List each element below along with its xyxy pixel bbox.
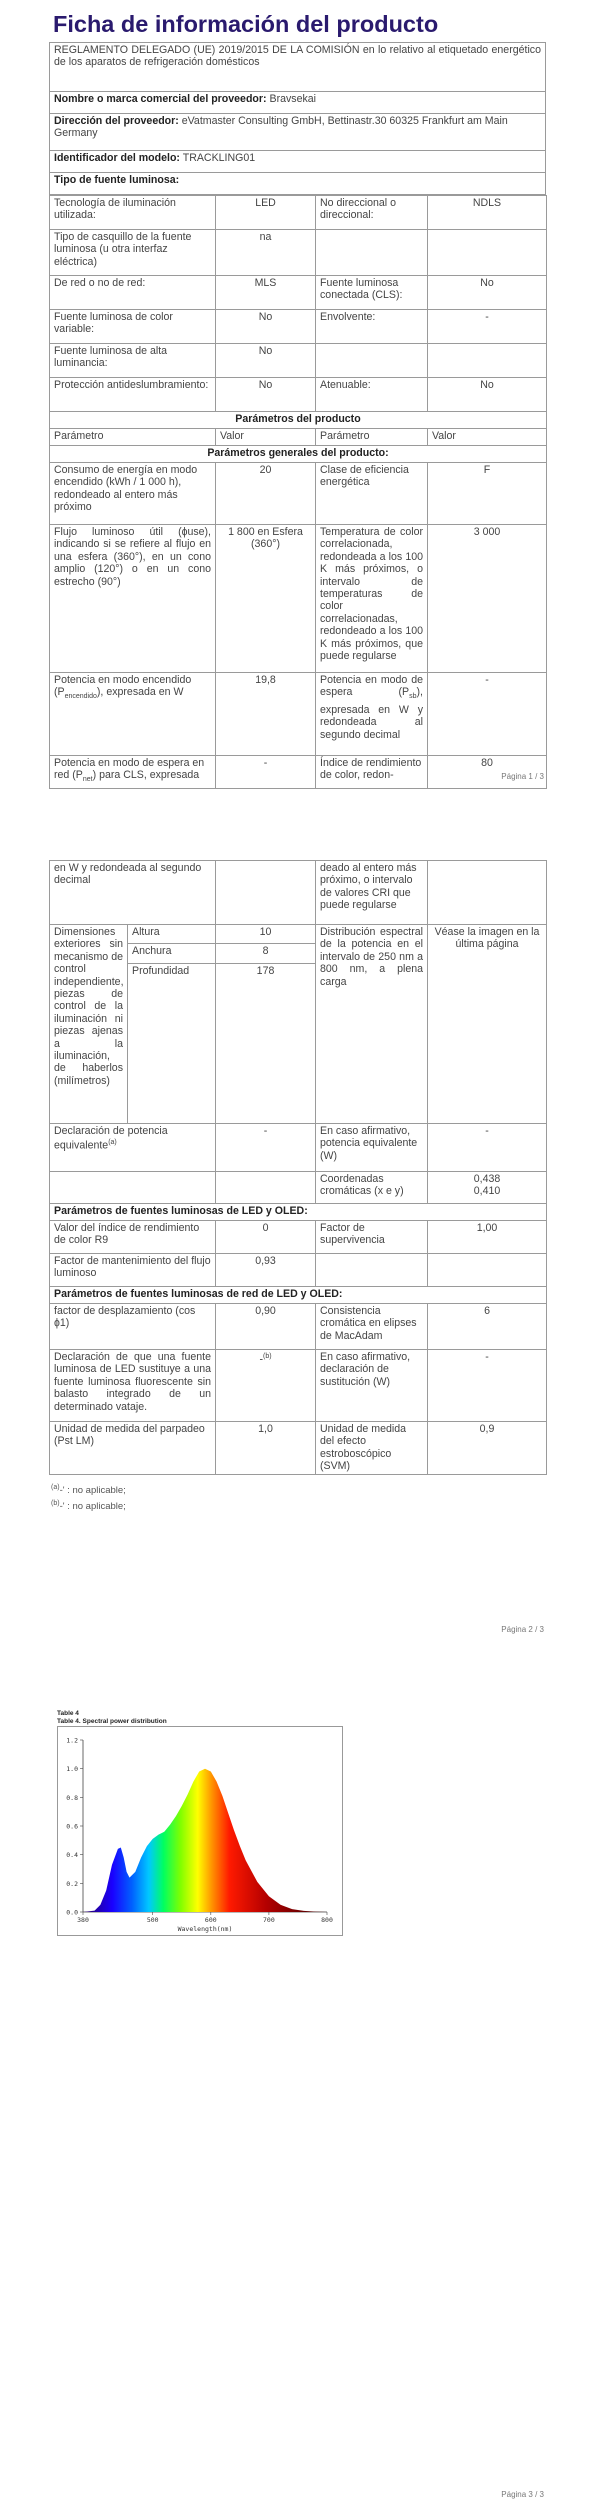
cell-label: Unidad de medida del efecto estroboscópico (SVM) xyxy=(316,1422,428,1475)
cell-value: No xyxy=(216,310,316,344)
cell-value: - xyxy=(428,1124,547,1172)
cell-value xyxy=(216,1350,316,1422)
spectral-chart xyxy=(57,1726,343,1936)
table-row xyxy=(50,1124,547,1172)
cell-label: En caso afirmativo, potencia equivalente (W) xyxy=(316,1124,428,1172)
cell-label: No direccional o direccional: xyxy=(316,196,428,230)
cell-label: Consumo de energía en modo encendido (kWh / 1 000 h), redondeado al entero más próximo xyxy=(50,463,216,525)
cell-value: 3 000 xyxy=(428,525,547,673)
regulation-text: REGLAMENTO DELEGADO (UE) 2019/2015 DE LA COMISIÓN en lo relativo al etiquetado energético de los aparatos de refrigeración domésticos xyxy=(50,43,546,92)
cell-value xyxy=(428,344,547,378)
cell-value: 80 xyxy=(428,756,547,789)
supplier-name-row xyxy=(50,92,546,114)
dimension-key: Anchura xyxy=(128,944,216,963)
y-tick-label: 1.2 xyxy=(66,1736,78,1745)
model-label: Identificador del modelo: xyxy=(54,152,180,164)
cell-value: - xyxy=(216,756,316,789)
chromatic-y: 0,410 xyxy=(473,1185,501,1198)
cell-label: Índice de rendimiento de color, redon- xyxy=(316,756,428,789)
text-fragment: - xyxy=(259,1353,263,1366)
cell-label: Factor de supervivencia xyxy=(316,1221,428,1254)
y-tick-label: 0.0 xyxy=(66,1908,78,1917)
cell-label xyxy=(50,673,216,756)
table-row xyxy=(50,463,547,525)
cell-label: Flujo luminoso útil (ɸuse), indicando si se refiere al flujo en una esfera (360°), en un cono amplio (120°) o en un cono estrecho (90°) xyxy=(50,525,216,673)
table-row xyxy=(50,344,547,378)
cell-value xyxy=(428,1254,547,1287)
cell-label: Coordenadas cromáticas (x e y) xyxy=(316,1172,428,1204)
subscript: encendido xyxy=(64,693,97,701)
footnote xyxy=(51,1481,546,1497)
cell-value: 0 xyxy=(216,1221,316,1254)
table-row xyxy=(50,1350,547,1422)
cell-value xyxy=(216,861,316,925)
cell-value: No xyxy=(216,344,316,378)
supplier-address-label: Dirección del proveedor: xyxy=(54,115,179,127)
table-row xyxy=(50,861,547,925)
cell-label xyxy=(50,756,216,789)
page-1 xyxy=(0,0,591,800)
cell-value: 1,00 xyxy=(428,1221,547,1254)
table-row xyxy=(50,525,547,673)
table-row xyxy=(50,276,547,310)
supplier-address-row xyxy=(50,114,546,151)
cell-label xyxy=(50,1124,216,1172)
y-tick-label: 0.6 xyxy=(66,1822,78,1831)
led-params-header: Parámetros de fuentes luminosas de LED y OLED: xyxy=(50,1204,547,1221)
cell-value: F xyxy=(428,463,547,525)
cell-value: 20 xyxy=(216,463,316,525)
table-row xyxy=(50,673,547,756)
cell-label: Tipo de casquillo de la fuente luminosa (u otra interfaz eléctrica) xyxy=(50,230,216,276)
model-row xyxy=(50,151,546,173)
x-tick-label: 700 xyxy=(263,1916,275,1924)
cell-label: Envolvente: xyxy=(316,310,428,344)
cell-label xyxy=(316,344,428,378)
subscript: sb xyxy=(409,693,417,701)
table-row xyxy=(50,1254,547,1287)
cell-value: - xyxy=(428,310,547,344)
page-number: Página 3 / 3 xyxy=(501,2490,544,2499)
cell-label: Declaración de que una fuente luminosa de LED sustituye a una fuente luminosa fluorescente sin balasto integrado de un determinado vataje. xyxy=(50,1350,216,1422)
table-row xyxy=(50,378,547,412)
column-header: Valor xyxy=(216,429,316,446)
mains-params-header: Parámetros de fuentes luminosas de red de LED y OLED: xyxy=(50,1287,547,1304)
page-number: Página 2 / 3 xyxy=(501,1625,544,1634)
source-type-header: Tipo de fuente luminosa: xyxy=(50,173,546,195)
text-fragment: Potencia en modo encendido (P xyxy=(54,674,192,699)
params-table-continued xyxy=(49,860,547,1475)
cell-label: Protección antideslumbramiento: xyxy=(50,378,216,412)
cell-value xyxy=(428,1172,547,1204)
general-params-header: Parámetros generales del producto: xyxy=(50,446,547,463)
cell-value: MLS xyxy=(216,276,316,310)
cell-value: NDLS xyxy=(428,196,547,230)
cell-value: 0,90 xyxy=(216,1304,316,1350)
cell-label xyxy=(316,1254,428,1287)
page-2 xyxy=(0,860,591,1640)
page-3 xyxy=(0,1700,591,2510)
cell-value: No xyxy=(428,276,547,310)
text-fragment: ), expresada en W xyxy=(96,686,184,699)
cell-value xyxy=(216,1172,316,1204)
cell-value: 19,8 xyxy=(216,673,316,756)
figure-subcaption: Table 4. Spectral power distribution xyxy=(57,1718,167,1725)
supplier-name-value: Bravsekai xyxy=(269,93,317,105)
text-fragment: ), expresada en W y redondeada al segundo decimal xyxy=(320,686,423,741)
y-tick-label: 0.8 xyxy=(66,1793,78,1802)
table-row xyxy=(50,1422,547,1475)
cell-value: No xyxy=(216,378,316,412)
text-fragment: Potencia en modo de espera (P xyxy=(320,674,423,699)
cell-label: deado al entero más próximo, o intervalo de valores CRI que puede regularse xyxy=(316,861,428,925)
footnote-mark: (b) xyxy=(51,1499,60,1507)
cell-label xyxy=(316,230,428,276)
cell-label: Consistencia cromática en elipses de MacAdam xyxy=(316,1304,428,1350)
y-tick-label: 0.2 xyxy=(66,1879,78,1888)
footnote xyxy=(51,1497,546,1513)
cell-label: Fuente luminosa de color variable: xyxy=(50,310,216,344)
table-row xyxy=(50,1172,547,1204)
cell-label: Fuente luminosa conectada (CLS): xyxy=(316,276,428,310)
x-tick-label: 500 xyxy=(146,1916,159,1924)
text-fragment: ) para CLS, expresada xyxy=(92,769,200,782)
spectral-figure xyxy=(57,1710,347,1940)
cell-value: 0,9 xyxy=(428,1422,547,1475)
supplier-address-value: eVatmaster Consulting GmbH, Bettinastr.30 60325 Frankfurt am Main Germany xyxy=(54,115,508,140)
cell-label: en W y redondeada al segundo decimal xyxy=(50,861,216,925)
cell-label: Tecnología de iluminación utilizada: xyxy=(50,196,216,230)
page-number: Página 1 / 3 xyxy=(501,772,544,781)
table-row xyxy=(50,310,547,344)
footnotes xyxy=(49,1481,546,1513)
cell-label: factor de desplazamiento (cos ɸ1) xyxy=(50,1304,216,1350)
table-row xyxy=(50,1221,547,1254)
column-header-row xyxy=(50,429,547,446)
cell-value: na xyxy=(216,230,316,276)
y-tick-label: 1.0 xyxy=(66,1765,78,1774)
dimension-value: 10 xyxy=(216,925,316,944)
source-type-table xyxy=(49,195,547,789)
subscript: net xyxy=(82,776,93,784)
column-header: Parámetro xyxy=(316,429,428,446)
cell-value: - xyxy=(428,673,547,756)
cell-value: 1 800 en Esfera (360°) xyxy=(216,525,316,673)
text-fragment: Declaración de potencia equivalente xyxy=(54,1125,168,1152)
product-sheet-continued xyxy=(49,860,546,1513)
cell-label: Factor de mantenimiento del flujo luminoso xyxy=(50,1254,216,1287)
cell-label: De red o no de red: xyxy=(50,276,216,310)
product-params-header: Parámetros del producto xyxy=(50,412,547,429)
footnote-mark: (a) xyxy=(51,1483,60,1491)
cell-label: Unidad de medida del parpadeo (Pst LM) xyxy=(50,1422,216,1475)
column-header: Parámetro xyxy=(50,429,216,446)
superscript: (a) xyxy=(108,1139,117,1147)
x-tick-label: 800 xyxy=(321,1916,333,1924)
table-row xyxy=(50,230,547,276)
cell-value: Véase la imagen en la última página xyxy=(428,925,547,1124)
cell-value xyxy=(428,861,547,925)
chromatic-x: 0,438 xyxy=(473,1173,501,1185)
cell-label xyxy=(50,1172,216,1204)
footnote-text: -' : no aplicable; xyxy=(59,1484,126,1496)
cell-label: Valor del índice de rendimiento de color R9 xyxy=(50,1221,216,1254)
superscript: (b) xyxy=(263,1353,272,1360)
model-value: TRACKLING01 xyxy=(182,152,256,164)
info-table-header xyxy=(49,42,546,195)
dimensions-label: Dimensiones exteriores sin mecanismo de control independiente, piezas de control de la iluminación ni piezas ajenas a la iluminación, de haberlos (milímetros) xyxy=(50,925,128,1124)
table-row xyxy=(50,1304,547,1350)
dimension-value: 8 xyxy=(216,944,316,963)
cell-value: 0,93 xyxy=(216,1254,316,1287)
dimension-key: Profundidad xyxy=(128,963,216,1123)
footnote-text: -' : no aplicable; xyxy=(59,1500,126,1512)
table-row xyxy=(50,756,547,789)
dimension-key: Altura xyxy=(128,925,216,944)
x-tick-label: 380 xyxy=(77,1916,89,1924)
cell-value: - xyxy=(428,1350,547,1422)
text-fragment: Potencia en modo de espera en red (P xyxy=(54,757,205,782)
figure-caption: Table 4 xyxy=(57,1710,79,1717)
x-tick-label: 600 xyxy=(204,1916,217,1924)
dimension-value: 178 xyxy=(216,963,316,1123)
cell-label: Clase de eficiencia energética xyxy=(316,463,428,525)
table-row xyxy=(50,925,547,944)
cell-label: Atenuable: xyxy=(316,378,428,412)
table-row xyxy=(50,196,547,230)
cell-value: 1,0 xyxy=(216,1422,316,1475)
cell-label xyxy=(316,673,428,756)
cell-label: Temperatura de color correlacionada, redondeada a los 100 K más próximos, o intervalo de temperaturas de color correlacionadas, redondeado a los 100 K más próximos, que puede regularse xyxy=(316,525,428,673)
cell-label: Fuente luminosa de alta luminancia: xyxy=(50,344,216,378)
cell-value: 6 xyxy=(428,1304,547,1350)
page-title: Ficha de información del producto xyxy=(53,11,439,37)
supplier-name-label: Nombre o marca comercial del proveedor: xyxy=(54,93,267,105)
cell-value: LED xyxy=(216,196,316,230)
y-tick-label: 0.4 xyxy=(66,1851,78,1860)
cell-label: En caso afirmativo, declaración de sustitución (W) xyxy=(316,1350,428,1422)
product-sheet xyxy=(49,0,546,789)
cell-value: No xyxy=(428,378,547,412)
x-axis-label: Wavelength(nm) xyxy=(177,1925,233,1933)
cell-value xyxy=(428,230,547,276)
cell-value: - xyxy=(216,1124,316,1172)
column-header: Valor xyxy=(428,429,547,446)
cell-label: Distribución espectral de la potencia en el intervalo de 250 nm a 800 nm, a plena carga xyxy=(316,925,428,1124)
